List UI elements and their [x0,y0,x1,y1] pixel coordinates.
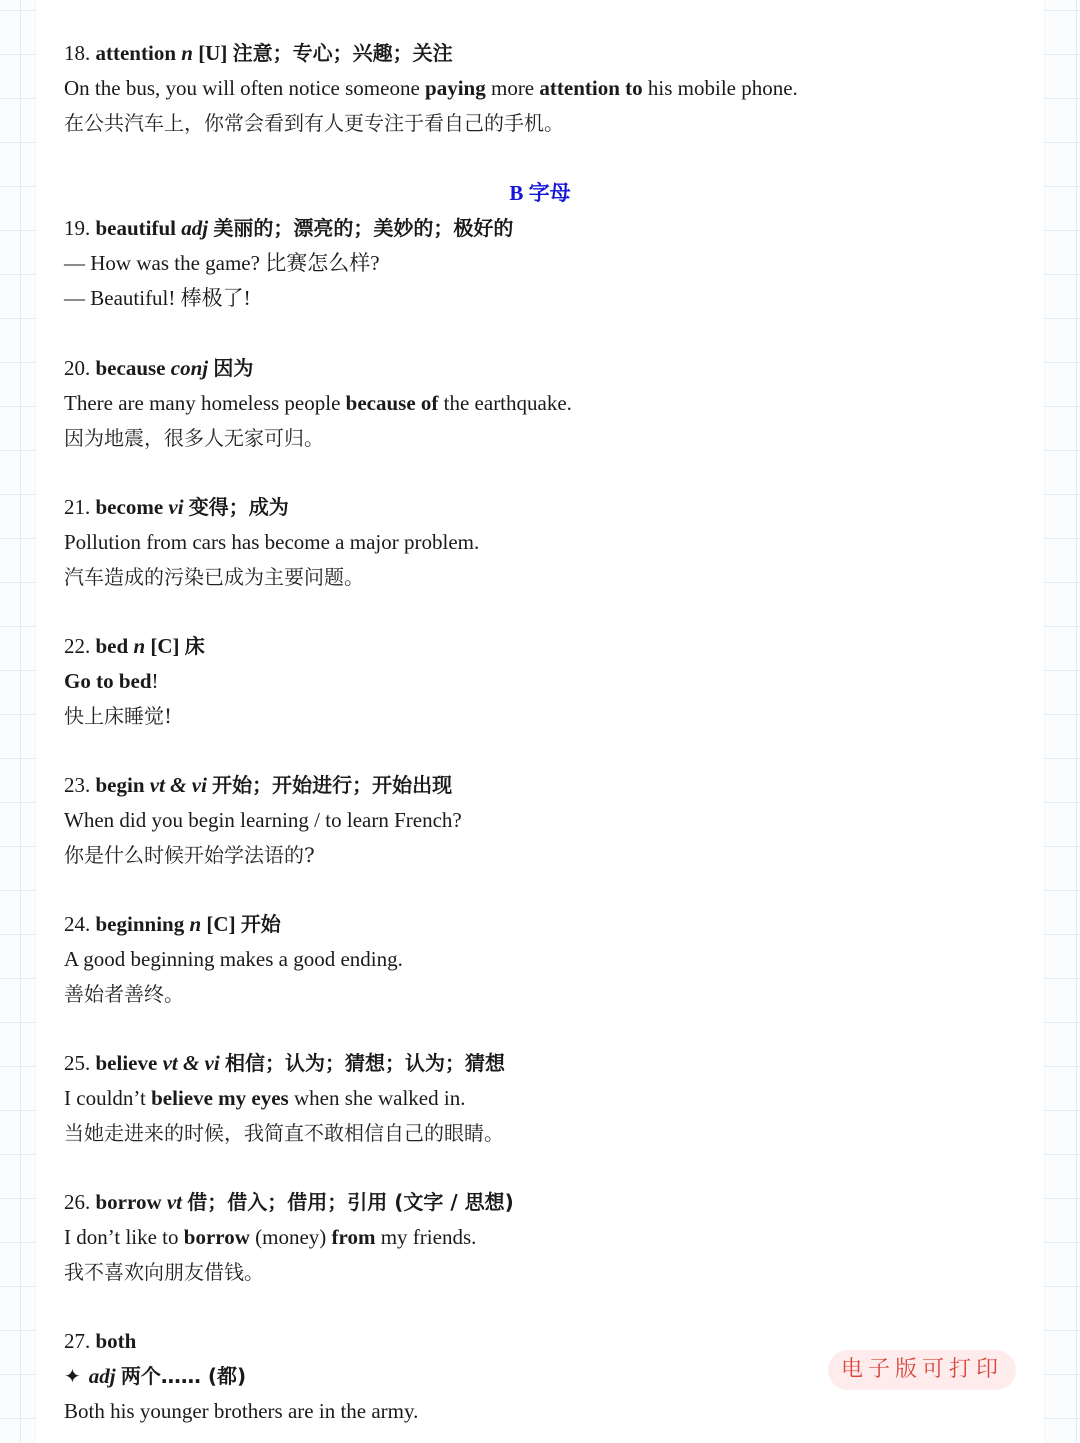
chinese-definition: 因为 [213,356,254,380]
example-text: ! [151,669,159,693]
entry-23-translation: 你是什么时候开始学法语的? [64,843,315,867]
chinese-definition: 注意；专心；兴趣；关注 [232,41,453,65]
chinese-definition: 开始；开始进行；开始出现 [212,773,453,797]
entry-20-headword [64,351,1024,386]
example-text: There are many homeless people [64,391,346,415]
entry-26-example [64,1220,1024,1255]
headword: believe [95,1051,158,1075]
countability: [C] [150,634,180,658]
headword: beautiful [95,216,177,240]
entry-26-translation: 我不喜欢向朋友借钱。 [64,1260,264,1284]
example-text: (money) [249,1225,332,1249]
entry-19-headword [64,211,1024,246]
part-of-speech: vt [166,1190,183,1214]
example-highlight: believe my eyes [151,1086,289,1110]
entry-22-headword [64,629,1024,664]
example-text: his mobile phone. [642,76,798,100]
example-text: On the bus, you will often notice someone [64,76,426,100]
countability: [C] [206,912,236,936]
example-text: I don’t like to [64,1225,184,1249]
entry-23-headword [64,768,1024,803]
chinese-definition: 两个…… (都) [120,1364,247,1388]
part-of-speech: conj [170,356,209,380]
example-highlight: Go to bed [64,669,152,693]
entry-27-example: Both his younger brothers are in the army. [64,1399,419,1423]
chinese-definition: 借；借入；借用；引用 (文字 / 思想) [187,1190,514,1214]
entry-20-example [64,386,1024,421]
entry-18-example [64,71,1024,106]
headword: borrow [95,1190,162,1214]
entry-21-headword [64,490,1024,525]
entry-20-translation: 因为地震，很多人无家可归。 [64,426,324,450]
example-text: the earthquake. [438,391,572,415]
headword: both [95,1329,137,1353]
part-of-speech: vi [168,495,184,519]
example-text: my friends. [375,1225,477,1249]
part-of-speech: adj [181,216,209,240]
chinese-definition: 美丽的；漂亮的；美妙的；极好的 [213,216,514,240]
part-of-speech: vt & vi [162,1051,220,1075]
example-text: when she walked in. [288,1086,466,1110]
entry-number: 22. [64,634,91,658]
headword: because [95,356,166,380]
countability: [U] [198,41,228,65]
headword: beginning [95,912,185,936]
entry-25-example [64,1081,1024,1116]
headword: begin [95,773,145,797]
entry-24-translation: 善始者善终。 [64,982,184,1006]
chinese-definition: 开始 [240,912,281,936]
entry-21-example: Pollution from cars has become a major problem. [64,530,480,554]
entry-18-headword [64,36,1024,71]
entry-24-example: A good beginning makes a good ending. [64,947,403,971]
chinese-definition: 变得；成为 [188,495,289,519]
part-of-speech: adj [88,1364,116,1388]
headword: bed [95,634,129,658]
entry-number: 26. [64,1190,91,1214]
example-highlight: paying [425,76,486,100]
entry-19-dialog-line-1: — How was the game? 比赛怎么样? [64,251,380,275]
example-highlight: from [331,1225,376,1249]
entry-number: 19. [64,216,91,240]
entry-21-translation: 汽车造成的污染已成为主要问题。 [64,565,364,589]
entry-number: 27. [64,1329,91,1353]
headword: become [95,495,164,519]
entry-24-headword [64,907,1024,942]
entry-23-example: When did you begin learning / to learn French? [64,808,462,832]
chinese-definition: 相信；认为；猜想；认为；猜想 [224,1051,505,1075]
chinese-definition: 床 [184,634,205,658]
part-of-speech: n [189,912,202,936]
entry-22-example [64,664,1024,699]
printable-stamp-badge: 电子版可打印 [828,1350,1016,1390]
section-heading: B 字母 [509,181,571,205]
entry-number: 24. [64,912,91,936]
part-of-speech: n [133,634,146,658]
entry-26-headword [64,1185,1024,1220]
entry-19-dialog-line-2: — Beautiful! 棒极了! [64,286,251,310]
example-text: I couldn’t [64,1086,152,1110]
part-of-speech: vt & vi [149,773,207,797]
entry-22-translation: 快上床睡觉! [64,704,173,728]
star-bullet-icon: ✦ [64,1366,81,1388]
entry-number: 21. [64,495,91,519]
entry-25-translation: 当她走进来的时候，我简直不敢相信自己的眼睛。 [64,1121,504,1145]
entry-number: 18. [64,41,91,65]
entry-number: 20. [64,356,91,380]
example-highlight: borrow [183,1225,250,1249]
part-of-speech: n [181,41,193,65]
entry-25-headword [64,1046,1024,1081]
example-highlight: attention to [539,76,643,100]
entry-number: 25. [64,1051,91,1075]
vocabulary-list [64,36,1024,1429]
entry-18-translation: 在公共汽车上，你常会看到有人更专注于看自己的手机。 [64,111,564,135]
example-text: more [485,76,540,100]
example-highlight: because of [345,391,439,415]
entry-number: 23. [64,773,91,797]
headword: attention [95,41,176,65]
